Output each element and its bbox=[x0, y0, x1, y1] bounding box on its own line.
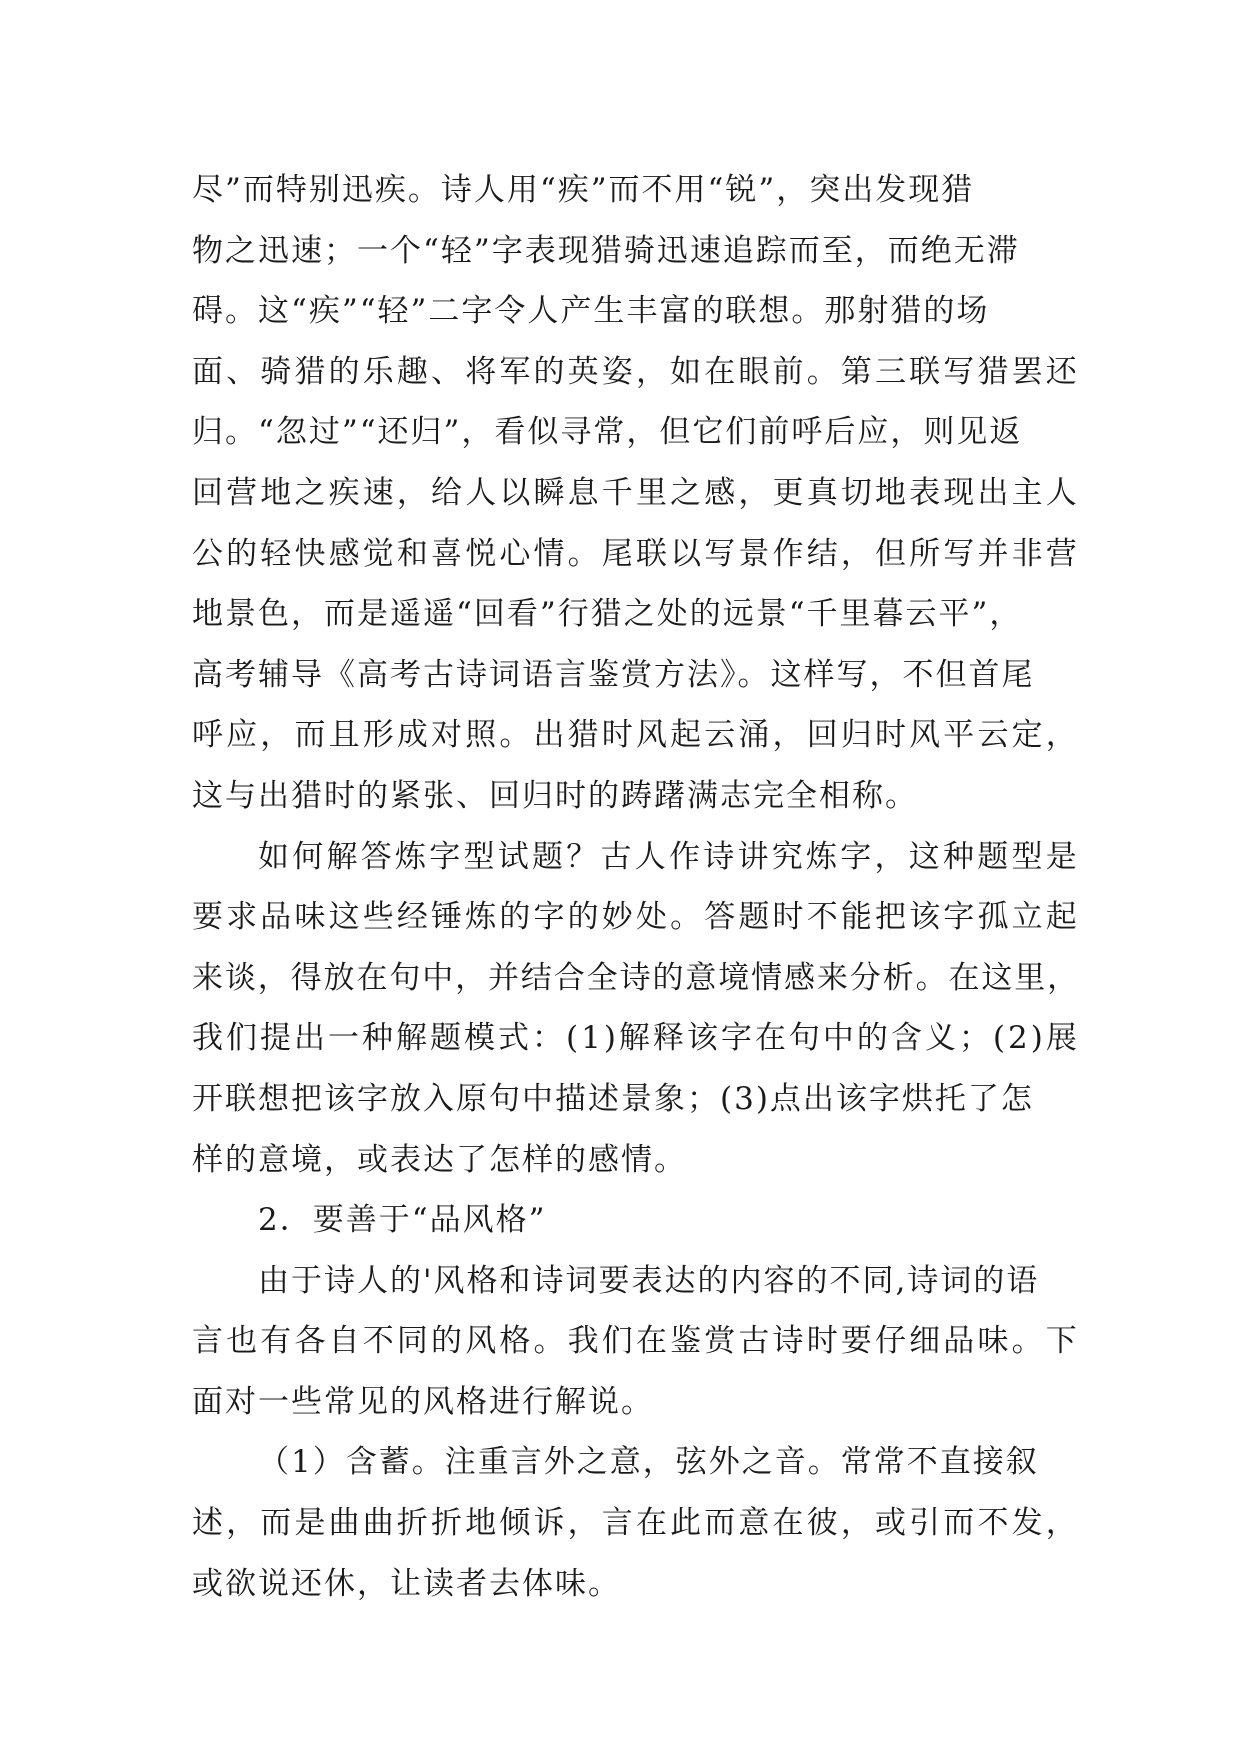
paragraph-style-intro bbox=[192, 1251, 1080, 1433]
heading-line: 2．要善于“品风格” bbox=[258, 1202, 547, 1239]
text-line: 样的意境，或表达了怎样的感情。 bbox=[192, 1141, 687, 1178]
text-line: 面对一些常见的风格进行解说。 bbox=[192, 1383, 654, 1420]
body-text bbox=[192, 160, 1080, 1614]
text-line: 呼应，而且形成对照。出猎时风起云涌，回归时风平云定， bbox=[192, 717, 1080, 754]
text-line: 公的轻快感觉和喜悦心情。尾联以写景作结，但所写并非营 bbox=[192, 535, 1080, 572]
text-line: 物之迅速；一个“轻”字表现猎骑迅速追踪而至，而绝无滞 bbox=[192, 232, 1020, 269]
text-line: 来谈，得放在句中，并结合全诗的意境情感来分析。在这里， bbox=[192, 959, 1081, 996]
paragraph-implicit-style bbox=[192, 1432, 1080, 1614]
text-line: 尽”而特别迅疾。诗人用“疾”而不用“锐”，突出发现猎 bbox=[192, 172, 975, 208]
text-line: 面、骑猎的乐趣、将军的英姿，如在眼前。第三联写猎罢还 bbox=[192, 353, 1080, 390]
text-line: 述，而是曲曲折折地倾诉，言在此而意在彼，或引而不发， bbox=[192, 1505, 1080, 1542]
text-line: 要求品味这些经锤炼的字的妙处。答题时不能把该字孤立起 bbox=[192, 899, 1080, 936]
text-line: 这与出猎时的紧张、回归时的踌躇满志完全相称。 bbox=[192, 777, 918, 814]
paragraph-word-refining bbox=[192, 827, 1080, 1191]
paragraph-hunting-analysis bbox=[192, 160, 1080, 827]
text-line: 我们提出一种解题模式：(1)解释该字在句中的含义；(2)展 bbox=[192, 1020, 1080, 1057]
text-line: 言也有各自不同的风格。我们在鉴赏古诗时要仔细品味。下 bbox=[192, 1323, 1080, 1360]
text-line: 或欲说还休，让读者去体味。 bbox=[192, 1565, 621, 1602]
text-line-indented: 由于诗人的'风格和诗词要表达的内容的不同,诗词的语 bbox=[258, 1262, 1040, 1299]
text-line: 地景色，而是遥遥“回看”行猎之处的远景“千里暮云平”， bbox=[192, 596, 1023, 633]
section-heading-style bbox=[192, 1190, 1080, 1251]
text-line: 碍。这“疾”“轻”二字令人产生丰富的联想。那射猎的场 bbox=[192, 293, 990, 330]
text-line: 归。“忽过”“还归”，看似寻常，但它们前呼后应，则见返 bbox=[192, 414, 1023, 451]
text-line-indented: 如何解答炼字型试题？古人作诗讲究炼字，这种题型是 bbox=[258, 838, 1080, 875]
text-line: 高考辅导《高考古诗词语言鉴赏方法》。这样写，不但首尾 bbox=[192, 656, 1035, 693]
text-line-indented: （1）含蓄。注重言外之意，弦外之音。常常不直接叙 bbox=[258, 1444, 1039, 1481]
text-line: 回营地之疾速，给人以瞬息千里之感，更真切地表现出主人 bbox=[192, 474, 1080, 511]
text-line: 开联想把该字放入原句中描述景象；(3)点出该字烘托了怎 bbox=[192, 1080, 1034, 1117]
